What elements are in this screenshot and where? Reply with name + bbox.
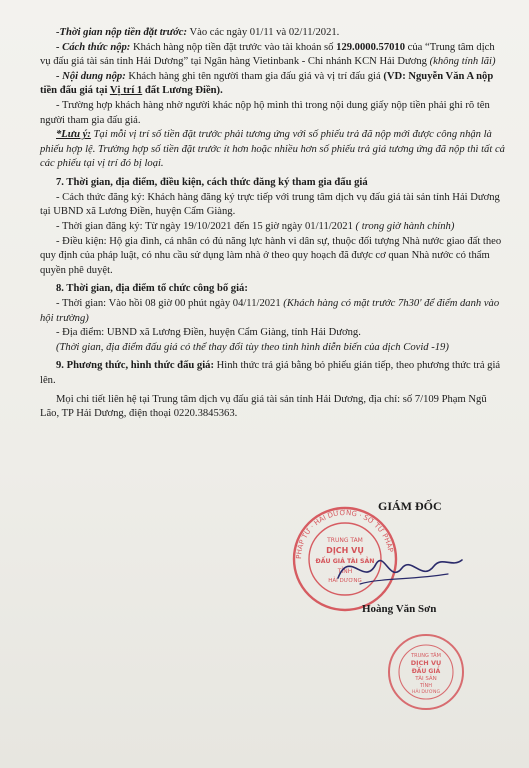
section-7-heading: 7. Thời gian, địa điểm, điều kiện, cách thức đăng ký tham gia đấu giá	[56, 177, 368, 189]
svg-text:HẢI DƯƠNG: HẢI DƯƠNG	[411, 690, 441, 695]
payment-time: -Thời gian nộp tiền đặt trước: Vào các ngày 01/11 và 02/11/2021.	[56, 27, 340, 38]
signer-name: Hoàng Văn Sơn	[362, 603, 437, 615]
bank-account-number: 129.0000.57010	[336, 41, 405, 53]
svg-text:DỊCH VỤ: DỊCH VỤ	[410, 659, 442, 667]
registration-conditions: - Điều kiện: Hộ gia đình, cá nhân có đủ năng lực hành vi dân sự, thuộc đối tượng Nhà nước giao đất theo quy định của pháp luật, có nhu cầu sử dụng làm nhà ở theo quy hoạch đã được cơ quan Nhà nước có thẩm quyền phê duyệt.	[40, 235, 502, 276]
contact-info: Mọi chi tiết liên hệ tại Trung tâm dịch vụ đấu giá tài sản tỉnh Hải Dương, địa chỉ: số 7/109 Phạm Ngũ Lão, TP Hải Dương, điện thoại 0220.3845363.	[40, 393, 487, 420]
seal-line-1: TRUNG TÂM	[327, 537, 363, 544]
svg-text:TỈNH: TỈNH	[419, 683, 433, 689]
svg-text:PHÁP TƯ · HẢI DƯƠNG · SỞ TƯ PH: PHÁP TƯ · HẢI DƯƠNG · SỞ TƯ PHÁP	[294, 508, 395, 560]
seal-line-4: TỈNH	[337, 568, 353, 575]
svg-text:TRUNG TÂM: TRUNG TÂM	[411, 653, 441, 659]
svg-text:ĐẤU GIÁ: ĐẤU GIÁ	[411, 668, 441, 675]
secondary-stamp	[386, 632, 466, 712]
payment-content: - Nội dung nộp: Khách hàng ghi tên người tham gia đấu giá và vị trí đấu giá (VD: Nguyễn Văn A nộp tiền đấu giá tại Vị trí 1 đất Lương Điền).	[40, 70, 494, 97]
registration-method: - Cách thức đăng ký: Khách hàng đăng ký trực tiếp với trung tâm dịch vụ đấu giá tài sản tỉnh Hải Dương tại UBND xã Lương Điền, huyện Cẩm Giàng.	[40, 191, 500, 218]
section-9: 9. Phương thức, hình thức đấu giá: Hình thức trả giá bằng bỏ phiếu gián tiếp, theo phương thức trả giá lên.	[40, 360, 501, 387]
announcement-location: - Địa điểm: UBND xã Lương Điền, huyện Cẩm Giàng, tỉnh Hải Dương.	[56, 327, 361, 339]
seal-line-2: DỊCH VỤ	[326, 546, 364, 555]
seal-line-5: HẢI DƯƠNG	[328, 578, 362, 584]
signer-title: GIÁM ĐỐC	[378, 499, 442, 513]
covid-note: (Thời gian, địa điểm đấu giá có thể thay đổi tùy theo tình hình diễn biến của dịch Covid -19)	[56, 341, 449, 353]
handwritten-signature	[330, 538, 470, 598]
svg-text:TÀI SẢN: TÀI SẢN	[415, 676, 437, 682]
payment-method: - Cách thức nộp: Khách hàng nộp tiền đặt trước vào tài khoản số 129.0000.57010 của “Trung tâm dịch vụ đấu giá tài sản tỉnh Hải Dương” tại Ngân hàng Vietinbank - Chi nhánh KCN Hải Dương (không tính lãi)	[40, 41, 496, 68]
seal-line-3: ĐẤU GIÁ TÀI SẢN	[315, 558, 375, 565]
section-8-heading: 8. Thời gian, địa điểm tổ chức công bố giá:	[56, 283, 248, 295]
signature-block	[294, 498, 490, 728]
proxy-payment: - Trường hợp khách hàng nhờ người khác nộp hộ mình thì trong nội dung giấy nộp tiền phải ghi rõ tên người tham gia đấu giá.	[40, 100, 490, 126]
announcement-time: - Thời gian: Vào hồi 08 giờ 00 phút ngày 04/11/2021 (Khách hàng có mặt trước 7h30' để điểm danh vào hội trường)	[40, 297, 500, 324]
note: *Lưu ý: Tại mỗi vị trí số tiền đặt trước phải tương ứng với số phiếu trả đã nộp mới được công nhận là phiếu hợp lệ. Trường hợp số tiền đặt trước ít hơn hoặc nhiều hơn số phiếu trả giá tương ứng đã nộp thì tất cả các phiếu tại vị trí đó bị loại.	[40, 129, 505, 170]
registration-time: - Thời gian đăng ký: Từ ngày 19/10/2021 đến 15 giờ ngày 01/11/2021 ( trong giờ hành chính)	[56, 220, 455, 232]
